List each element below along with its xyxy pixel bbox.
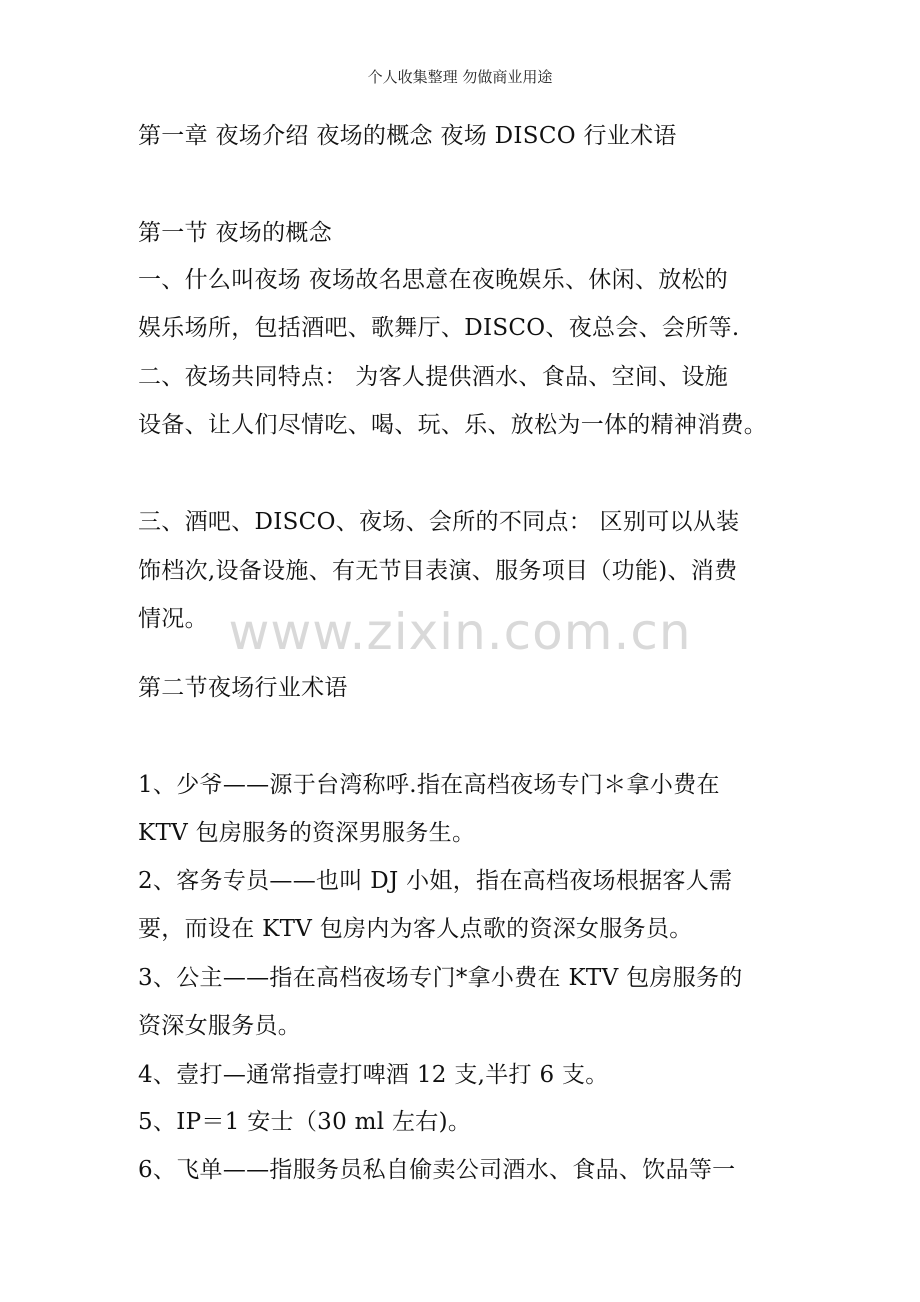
section-heading-1: 第一节 夜场的概念	[138, 220, 333, 246]
chapter-title: 第一章 夜场介绍 夜场的概念 夜场 DISCO 行业术语	[138, 123, 677, 149]
paragraph-line: 饰档次,设备设施、有无节目表演、服务项目（功能)、消费	[138, 558, 738, 584]
term-line: 5、IP＝1 安士（30 ml 左右)。	[138, 1109, 472, 1135]
paragraph-line: 设备、让人们尽情吃、喝、玩、乐、放松为一体的精神消费。	[138, 412, 768, 438]
term-line: KTV 包房服务的资深男服务生。	[138, 820, 476, 846]
term-line: 6、飞单——指服务员私自偷卖公司酒水、食品、饮品等一	[138, 1157, 736, 1183]
term-line: 4、壹打—通常指壹打啤酒 12 支,半打 6 支。	[138, 1062, 609, 1088]
term-line: 3、公主——指在高档夜场专门*拿小费在 KTV 包房服务的	[138, 965, 743, 991]
term-line: 资深女服务员。	[138, 1013, 302, 1039]
term-line: 1、少爷——源于台湾称呼.指在高档夜场专门＊拿小费在	[138, 772, 720, 798]
paragraph-line: 一、什么叫夜场 夜场故名思意在夜晚娱乐、休闲、放松的	[138, 267, 729, 293]
paragraph-line: 二、夜场共同特点： 为客人提供酒水、食品、空间、设施	[138, 364, 729, 390]
term-line: 要，而设在 KTV 包房内为客人点歌的资深女服务员。	[138, 916, 693, 942]
term-line: 2、客务专员——也叫 DJ 小姐，指在高档夜场根据客人需	[138, 868, 733, 894]
section-heading-2: 第二节夜场行业术语	[138, 675, 348, 701]
paragraph-line: 三、酒吧、DISCO、夜场、会所的不同点： 区别可以从装	[138, 509, 740, 535]
paragraph-line: 娱乐场所，包括酒吧、歌舞厅、DISCO、夜总会、会所等.	[138, 315, 740, 341]
header-note: 个人收集整理 勿做商业用途	[367, 68, 553, 86]
watermark: www.zixin.com.cn	[228, 603, 692, 661]
paragraph-line: 情况。	[138, 606, 208, 632]
